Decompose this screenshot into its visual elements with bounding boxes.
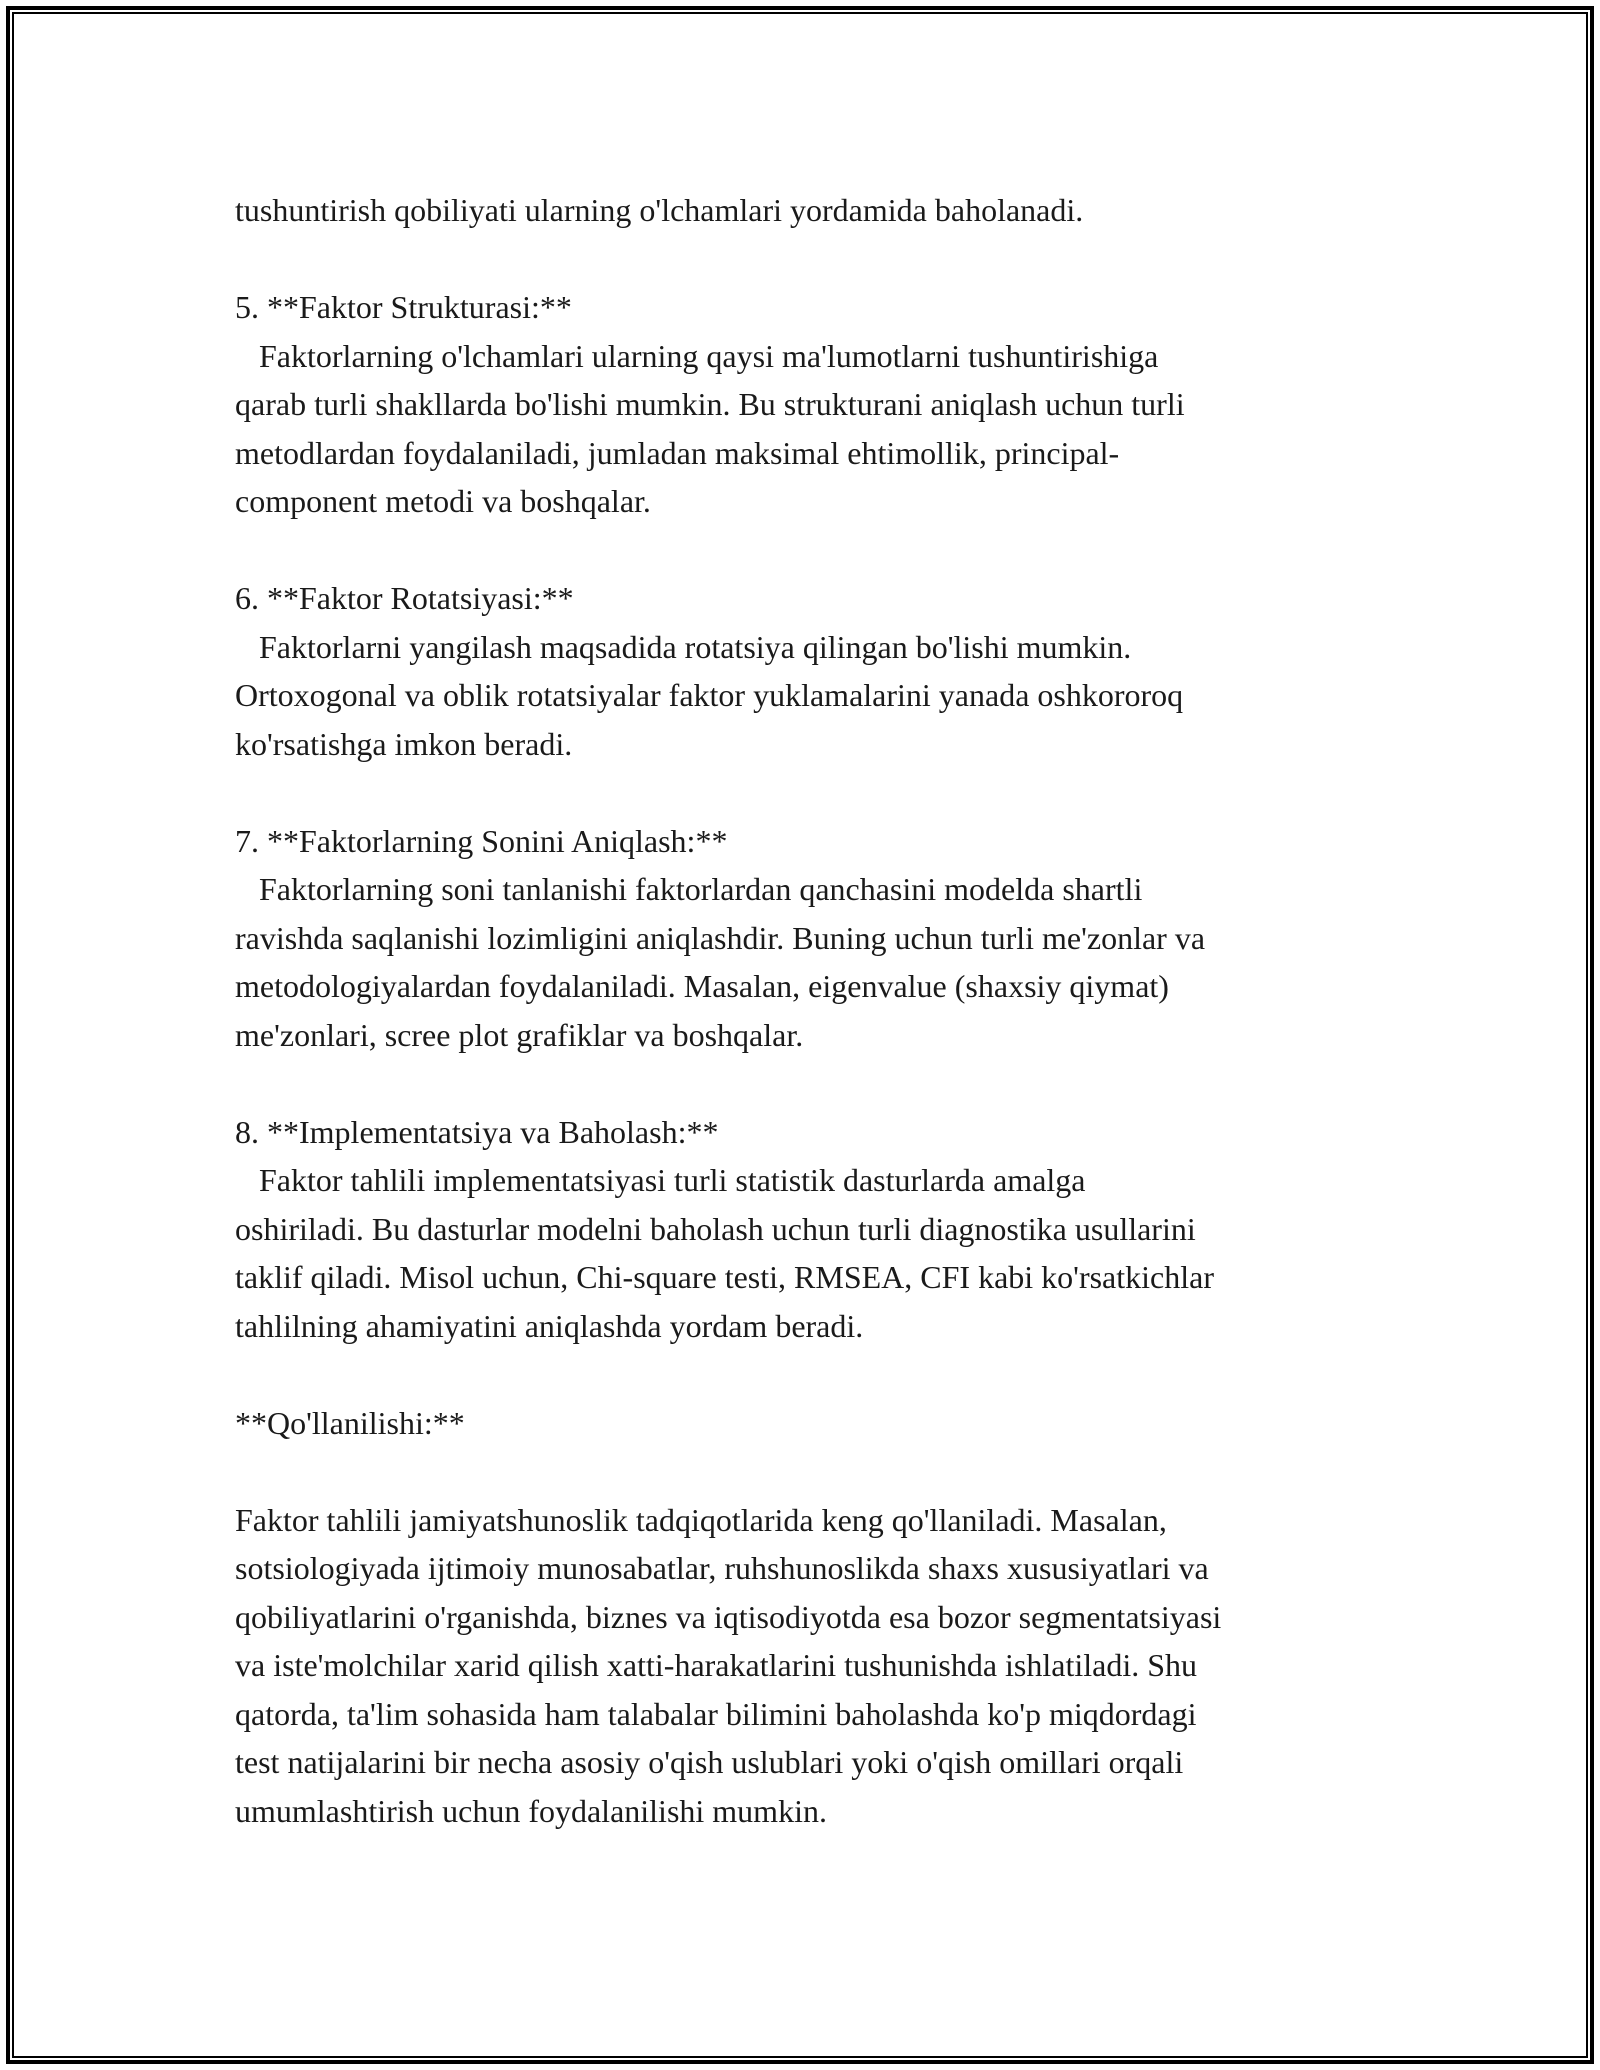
document-body	[235, 186, 1375, 1835]
application-heading: **Qo'llanilishi:**	[235, 1404, 465, 1441]
paragraph-line: qobiliyatlarini o'rganishda, biznes va iqtisodiyotda esa bozor segmentatsiyasi	[235, 1598, 1222, 1635]
paragraph-line: metodlardan foydalaniladi, jumladan maksimal ehtimollik, principal-	[235, 434, 1120, 471]
spacer	[235, 768, 1375, 817]
paragraph-line: tahlilning ahamiyatini aniqlashda yordam beradi.	[235, 1307, 864, 1344]
paragraph-line: Faktorlarni yangilash maqsadida rotatsiya qilingan bo'lishi mumkin.	[235, 628, 1132, 665]
spacer	[235, 235, 1375, 284]
paragraph-line: oshiriladi. Bu dasturlar modelni baholash uchun turli diagnostika usullarini	[235, 1210, 1196, 1247]
section-factor-structure	[235, 283, 1375, 526]
paragraph-line: test natijalarini bir necha asosiy o'qish uslublari yoki o'qish omillari orqali	[235, 1744, 1184, 1780]
spacer	[235, 1059, 1375, 1108]
paragraph-line: va iste'molchilar xarid qilish xatti-harakatlarini tushunishda ishlatiladi. Shu	[235, 1647, 1198, 1683]
paragraph-line: sotsiologiyada ijtimoiy munosabatlar, ruhshunoslikda shaxs xususiyatlari va	[235, 1550, 1209, 1586]
intro-line: tushuntirish qobiliyati ularning o'lchamlari yordamida baholanadi.	[235, 192, 1084, 228]
paragraph-line: Faktorlarning o'lchamlari ularning qaysi ma'lumotlarni tushuntirishiga	[235, 337, 1159, 374]
spacer	[235, 1447, 1375, 1496]
section-heading: 8. **Implementatsiya va Baholash:**	[235, 1113, 719, 1150]
application-paragraph	[235, 1496, 1375, 1836]
paragraph-line: Ortoxogonal va oblik rotatsiyalar faktor yuklamalarini yanada oshkororoq	[235, 677, 1184, 713]
section-heading: 5. **Faktor Strukturasi:**	[235, 289, 572, 325]
paragraph-line: qatorda, ta'lim sohasida ham talabalar bilimini baholashda ko'p miqdordagi	[235, 1695, 1197, 1732]
section-implementation	[235, 1108, 1375, 1351]
paragraph-line: component metodi va boshqalar.	[235, 483, 651, 519]
paragraph-line: metodologiyalardan foydalaniladi. Masalan, eigenvalue (shaxsiy qiymat)	[235, 968, 1169, 1004]
paragraph-line: Faktorlarning soni tanlanishi faktorlardan qanchasini modelda shartli	[235, 871, 1143, 907]
paragraph-line: Faktor tahlili implementatsiyasi turli statistik dasturlarda amalga	[235, 1162, 1086, 1198]
paragraph-line: Faktor tahlili jamiyatshunoslik tadqiqotlarida keng qo'llaniladi. Masalan,	[235, 1501, 1167, 1538]
section-factor-rotation	[235, 574, 1375, 768]
section-heading: 6. **Faktor Rotatsiyasi:**	[235, 580, 574, 616]
spacer	[235, 526, 1375, 575]
paragraph-line: umumlashtirish uchun foydalanilishi mumkin.	[235, 1792, 827, 1829]
spacer	[235, 1350, 1375, 1399]
section-heading: 7. **Faktorlarning Sonini Aniqlash:**	[235, 822, 728, 859]
paragraph-line: qarab turli shakllarda bo'lishi mumkin. Bu strukturani aniqlash uchun turli	[235, 386, 1185, 422]
paragraph-line: ravishda saqlanishi lozimligini aniqlashdir. Buning uchun turli me'zonlar va	[235, 919, 1206, 956]
paragraph-line: taklif qiladi. Misol uchun, Chi-square testi, RMSEA, CFI kabi ko'rsatkichlar	[235, 1259, 1214, 1295]
paragraph-line: me'zonlari, scree plot grafiklar va boshqalar.	[235, 1016, 804, 1053]
paragraph-line: ko'rsatishga imkon beradi.	[235, 725, 573, 762]
section-factor-count	[235, 817, 1375, 1060]
